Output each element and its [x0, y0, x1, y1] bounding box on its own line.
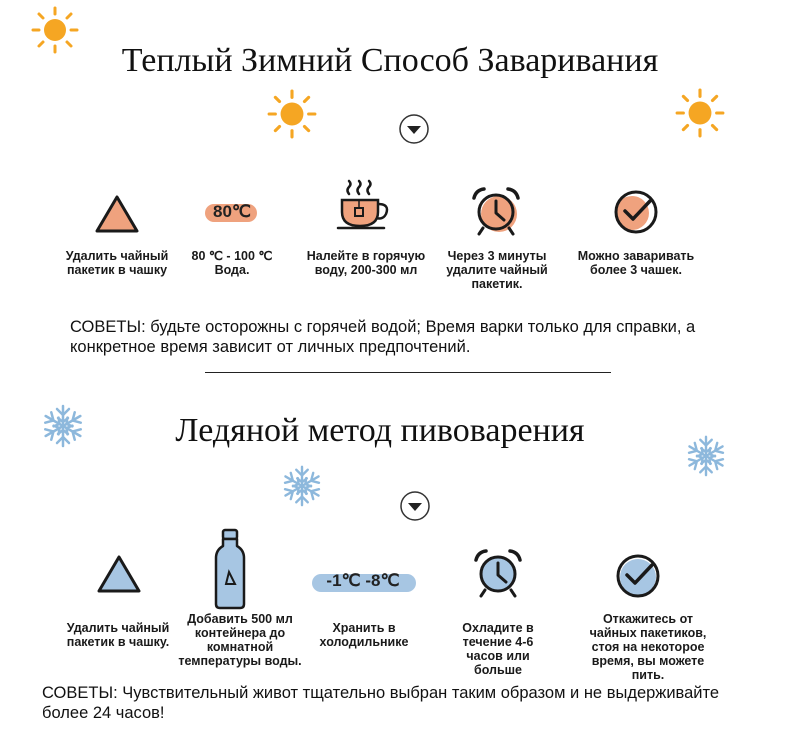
snowflake-icon: [280, 464, 324, 508]
alarm-clock-icon: [468, 184, 524, 240]
sun-icon: [266, 88, 318, 140]
triangle-teabag-icon: [96, 553, 142, 595]
sun-icon: [674, 87, 726, 139]
teacup-icon: [334, 180, 396, 232]
cold-step-5-label: Откажитесь от чайных пакетиков, стоя на некоторое время, вы можете пить.: [589, 612, 707, 682]
warm-step-4-label: Через 3 минуты удалите чайный пакетик.: [446, 249, 548, 291]
temperature-range-badge: -1℃ -8℃: [326, 571, 400, 590]
water-bottle-icon: [212, 528, 248, 610]
check-circle-icon: [612, 551, 664, 603]
temperature-icon: [203, 200, 261, 226]
check-circle-icon: [610, 187, 662, 239]
temperature-range-icon: [306, 568, 420, 596]
alarm-clock-icon: [470, 546, 526, 602]
warm-step-5-label: Можно заваривать более 3 чашек.: [577, 249, 695, 277]
cold-step-4-label: Охладите в течение 4-6 часов или больше: [462, 621, 534, 677]
cold-step-3-label: Хранить в холодильнике: [319, 621, 409, 649]
cold-tips: СОВЕТЫ: Чувствительный живот тщательно выбран таким образом и не выдерживайте более 24 часов!: [42, 684, 720, 722]
cold-section-title: Ледяной метод пивоварения: [175, 412, 585, 449]
warm-step-1-label: Удалить чайный пакетик в чашку: [65, 249, 169, 277]
chevron-down-icon: [398, 113, 430, 145]
section-divider: [205, 372, 611, 373]
triangle-teabag-icon: [94, 193, 140, 235]
warm-tips: СОВЕТЫ: будьте осторожны с горячей водой; Время варки только для справки, а конкретное время зависит от личных предпочтений.: [70, 318, 696, 356]
warm-step-3-label: Налейте в горячую воду, 200-300 мл: [306, 249, 426, 277]
cold-step-1-label: Удалить чайный пакетик в чашку.: [66, 621, 170, 649]
warm-section-title: Теплый Зимний Способ Заваривания: [121, 42, 659, 79]
temperature-badge: 80℃: [212, 202, 251, 221]
chevron-down-icon: [399, 490, 431, 522]
warm-step-2-label: 80 ℃ - 100 ℃ Вода.: [191, 249, 273, 277]
cold-step-2-label: Добавить 500 мл контейнера до комнатной температуры воды.: [178, 612, 302, 668]
